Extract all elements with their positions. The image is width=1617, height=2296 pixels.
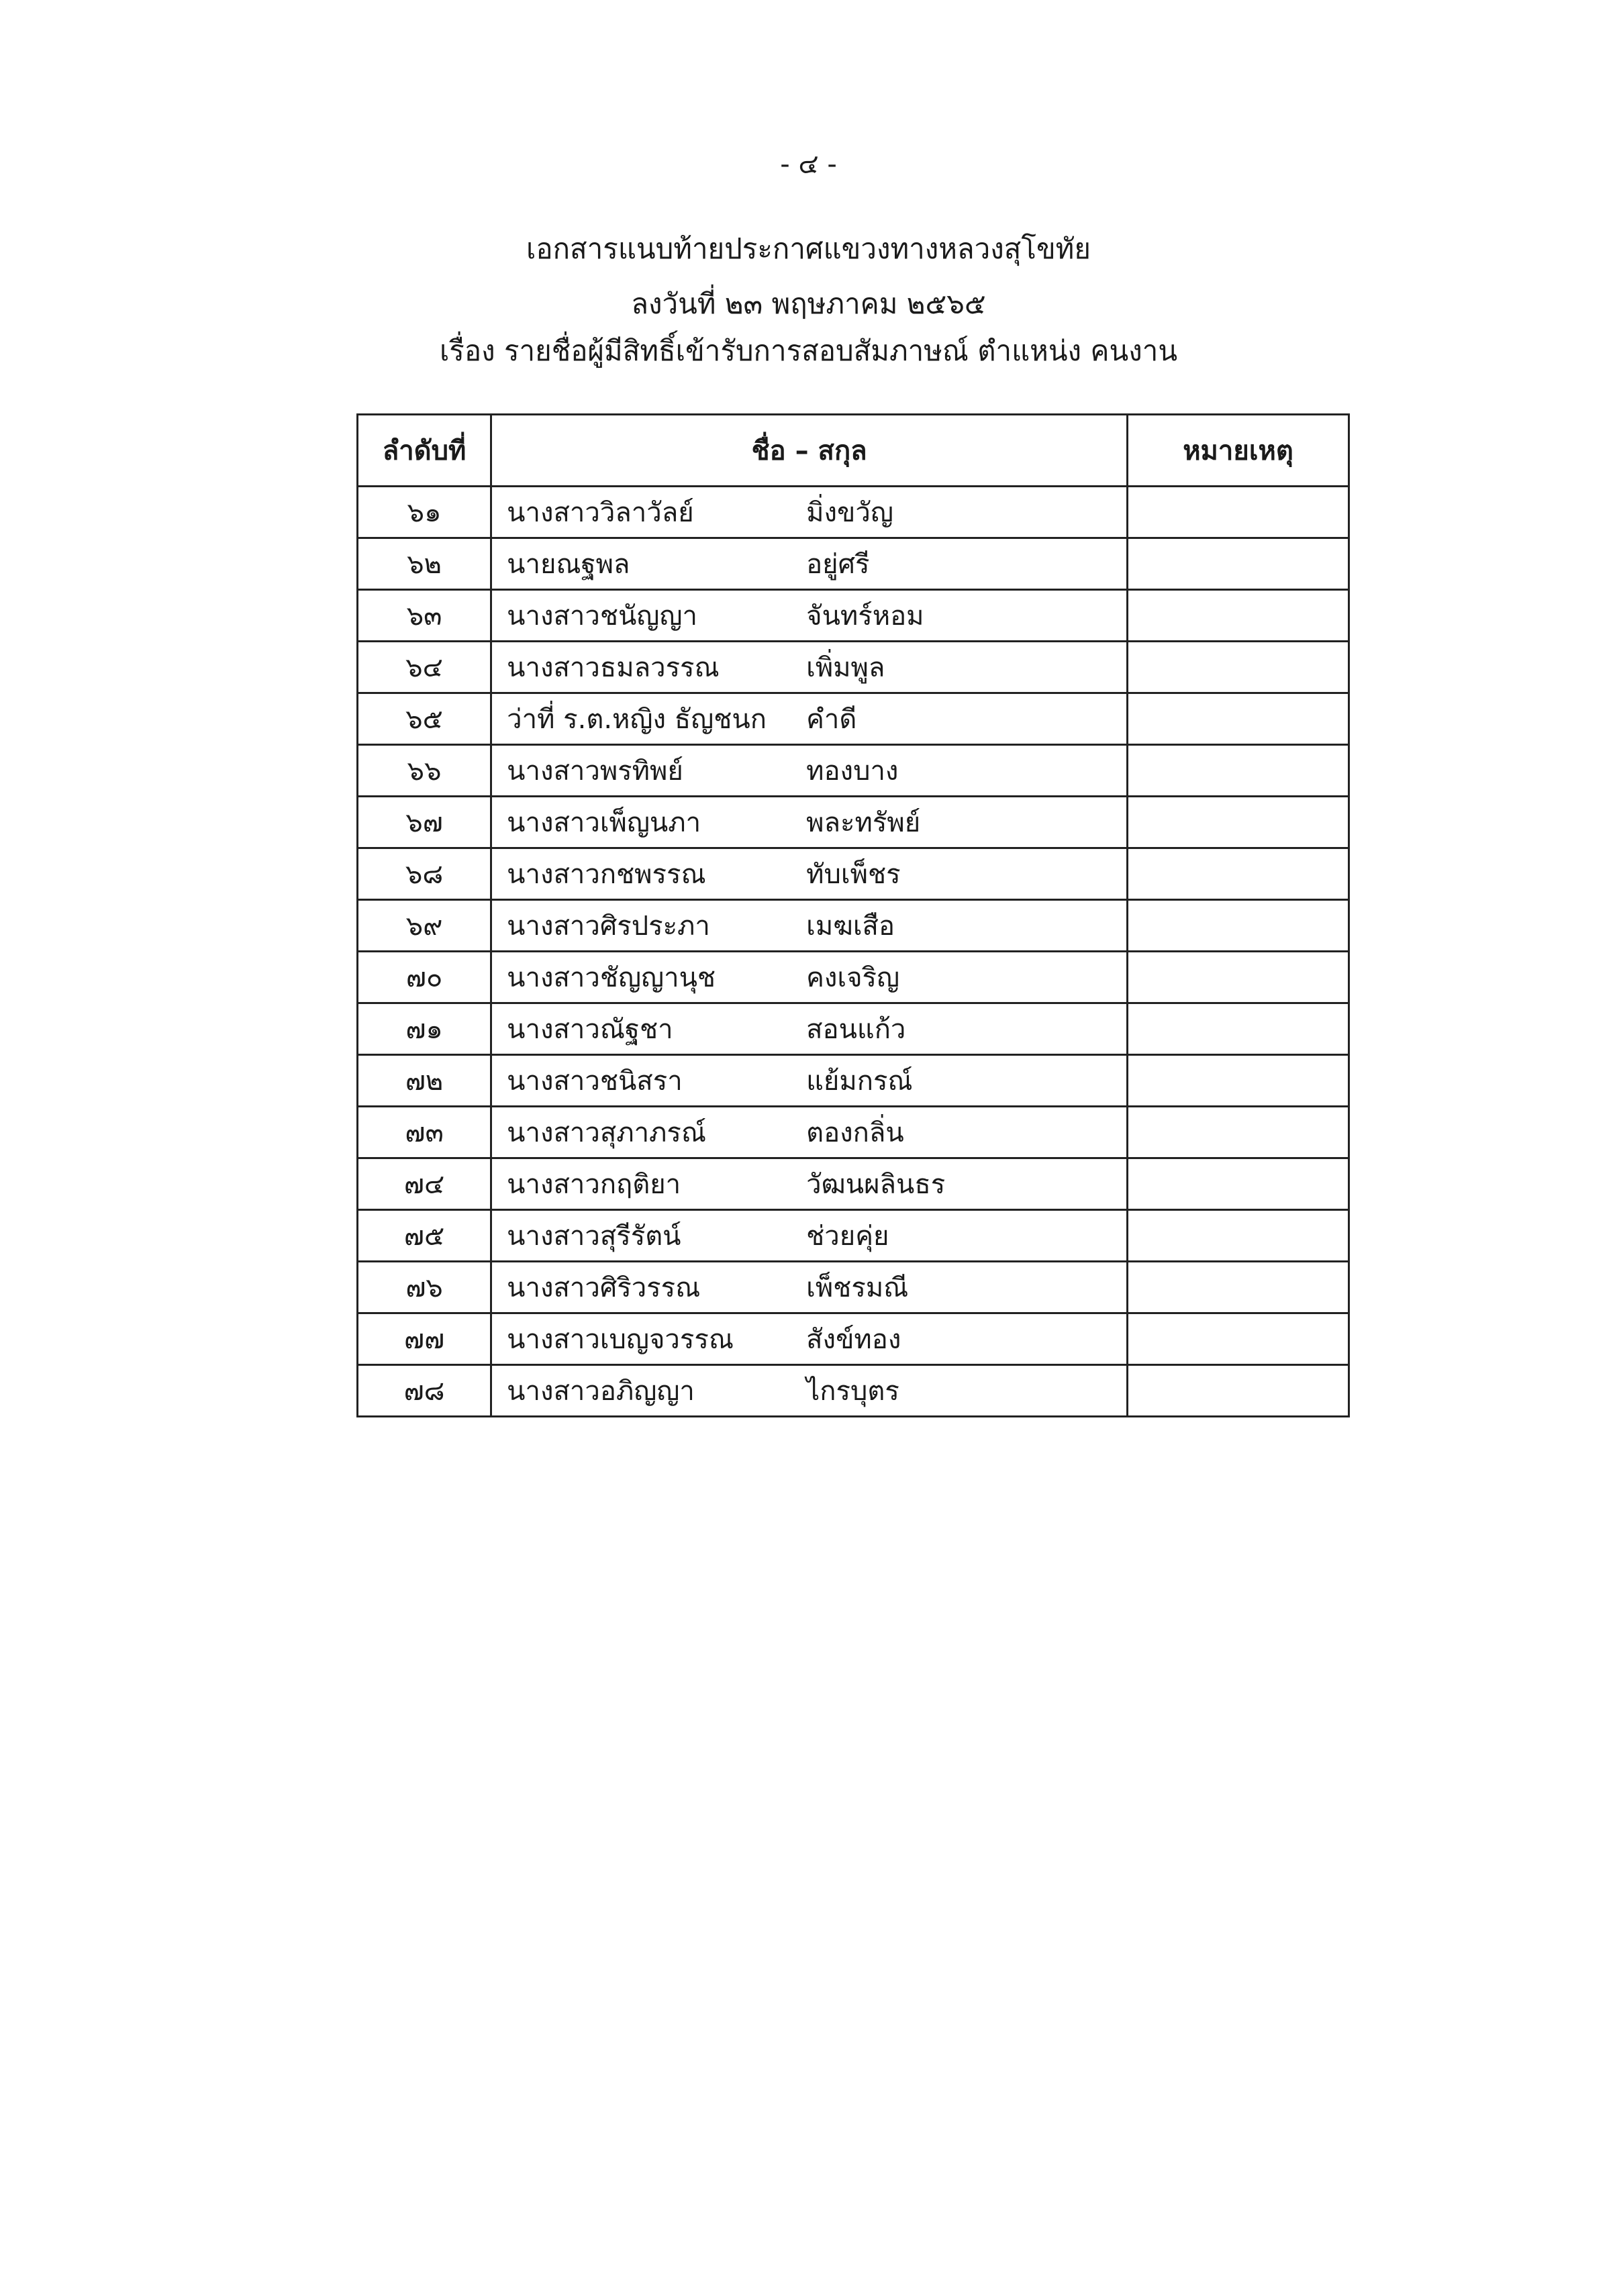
name-wrap [492,1317,1126,1360]
name-wrap [492,1059,1126,1102]
first-name: นางสาวธมลวรรณ [507,652,720,683]
row-number: ๖๑ [358,487,491,538]
last-name: ไกรบุตร [806,1376,899,1407]
name-cell [491,538,1128,590]
last-name: มิ่งขวัญ [806,497,893,528]
name-wrap [492,542,1126,585]
remark-cell [1128,1107,1349,1158]
name-cell [491,487,1128,538]
first-name: นางสาวสุรีรัตน์ [507,1221,681,1252]
name-wrap [492,1007,1126,1050]
last-name: ทองบาง [806,756,899,787]
first-name: นางสาวกฤติยา [507,1169,681,1200]
last-name: เพ็ชรมณี [806,1272,909,1303]
last-name: เพิ่มพูล [806,652,885,683]
last-name: พละทรัพย์ [806,807,921,838]
column-header-number: ลำดับที่ [358,415,491,487]
row-number: ๖๙ [358,900,491,952]
table-row [358,848,1349,900]
table-row [358,797,1349,848]
name-cell [491,900,1128,952]
table-row [358,1365,1349,1417]
name-cell [491,797,1128,848]
remark-cell [1128,900,1349,952]
name-cell [491,952,1128,1003]
table-row [358,487,1349,538]
table-row [358,693,1349,745]
first-name: นางสาวอภิญญา [507,1376,695,1407]
remark-cell [1128,590,1349,642]
name-wrap [492,1369,1126,1412]
row-number: ๗๐ [358,952,491,1003]
table-row [358,642,1349,693]
last-name: อยู่ศรี [806,549,870,580]
first-name: นางสาวณัฐชา [507,1014,673,1045]
first-name: นางสาวชัญญานุช [507,962,716,993]
name-cell [491,745,1128,797]
table-body [358,487,1349,1417]
row-number: ๖๔ [358,642,491,693]
row-number: ๗๕ [358,1210,491,1262]
name-cell [491,590,1128,642]
remark-cell [1128,797,1349,848]
name-wrap [492,801,1126,844]
table-row [358,1158,1349,1210]
row-number: ๖๒ [358,538,491,590]
name-wrap [492,1111,1126,1154]
name-cell [491,1313,1128,1365]
remark-cell [1128,1055,1349,1107]
last-name: สังข์ทอง [806,1324,901,1355]
last-name: สอนแก้ว [806,1014,906,1045]
last-name: ช่วยคุ่ย [806,1221,889,1252]
name-cell [491,693,1128,745]
table-row [358,900,1349,952]
document-date: ลงวันที่ ๒๓ พฤษภาคม ๒๕๖๕ [631,287,986,320]
table-row [358,1055,1349,1107]
first-name: นางสาวเบญจวรรณ [507,1324,734,1355]
last-name: เมฆเสือ [806,911,895,942]
last-name: คงเจริญ [806,962,900,993]
table-row [358,1003,1349,1055]
row-number: ๖๗ [358,797,491,848]
remark-cell [1128,1313,1349,1365]
row-number: ๗๓ [358,1107,491,1158]
last-name: แย้มกรณ์ [806,1066,913,1097]
table-row [358,952,1349,1003]
name-cell [491,1262,1128,1313]
document-subject: เรื่อง รายชื่อผู้มีสิทธิ์เข้ารับการสอบสัมภาษณ์ ตำแหน่ง คนงาน [439,334,1178,367]
name-wrap [492,491,1126,534]
name-cell [491,1365,1128,1417]
table-row [358,1107,1349,1158]
row-number: ๖๓ [358,590,491,642]
remark-cell [1128,1158,1349,1210]
first-name: นางสาวศิริวรรณ [507,1272,701,1303]
name-wrap [492,904,1126,947]
column-header-name: ชื่อ – สกุล [491,415,1128,487]
remark-cell [1128,538,1349,590]
last-name: จันทร์หอม [806,601,924,632]
table-row [358,1262,1349,1313]
remark-cell [1128,487,1349,538]
row-number: ๗๖ [358,1262,491,1313]
first-name: นางสาวชนัญญา [507,601,697,632]
name-wrap [492,749,1126,792]
remark-cell [1128,745,1349,797]
first-name: นางสาวสุภาภรณ์ [507,1117,707,1148]
row-number: ๗๑ [358,1003,491,1055]
table-row [358,590,1349,642]
first-name: นางสาวชนิสรา [507,1066,683,1097]
last-name: วัฒนผลินธร [806,1169,946,1200]
first-name: นางสาวศิรประภา [507,911,710,942]
first-name: ว่าที่ ร.ต.หญิง ธัญชนก [507,704,767,735]
remark-cell [1128,1262,1349,1313]
name-cell [491,1055,1128,1107]
row-number: ๗๗ [358,1313,491,1365]
name-wrap [492,594,1126,637]
row-number: ๗๘ [358,1365,491,1417]
remark-cell [1128,693,1349,745]
name-wrap [492,1214,1126,1257]
first-name: นางสาวกชพรรณ [507,859,706,890]
name-cell [491,1107,1128,1158]
remark-cell [1128,642,1349,693]
last-name: ตองกลิ่น [806,1117,904,1148]
remark-cell [1128,1003,1349,1055]
row-number: ๖๕ [358,693,491,745]
name-wrap [492,697,1126,740]
remark-cell [1128,952,1349,1003]
first-name: นางสาววิลาวัลย์ [507,497,694,528]
remark-cell [1128,1365,1349,1417]
name-cell [491,1210,1128,1262]
row-number: ๖๖ [358,745,491,797]
table-header-row [358,415,1349,487]
name-wrap [492,956,1126,999]
remark-cell [1128,1210,1349,1262]
last-name: คำดี [806,704,857,735]
name-wrap [492,1162,1126,1205]
name-wrap [492,1266,1126,1309]
row-number: ๗๒ [358,1055,491,1107]
name-cell [491,848,1128,900]
name-cell [491,1158,1128,1210]
table-row [358,745,1349,797]
remark-cell [1128,848,1349,900]
page-number: - ๔ - [780,149,837,180]
column-header-remark: หมายเหตุ [1128,415,1349,487]
name-wrap [492,852,1126,895]
last-name: ทับเพ็ชร [806,859,901,890]
table-row [358,1313,1349,1365]
table-row [358,538,1349,590]
document-title: เอกสารแนบท้ายประกาศแขวงทางหลวงสุโขทัย [526,232,1091,265]
name-wrap [492,646,1126,689]
first-name: นางสาวพรทิพย์ [507,756,683,787]
row-number: ๗๔ [358,1158,491,1210]
name-cell [491,1003,1128,1055]
table-row [358,1210,1349,1262]
candidate-table [356,413,1350,1417]
name-cell [491,642,1128,693]
first-name: นางสาวเพ็ญนภา [507,807,701,838]
row-number: ๖๘ [358,848,491,900]
first-name: นายณฐพล [507,549,630,580]
